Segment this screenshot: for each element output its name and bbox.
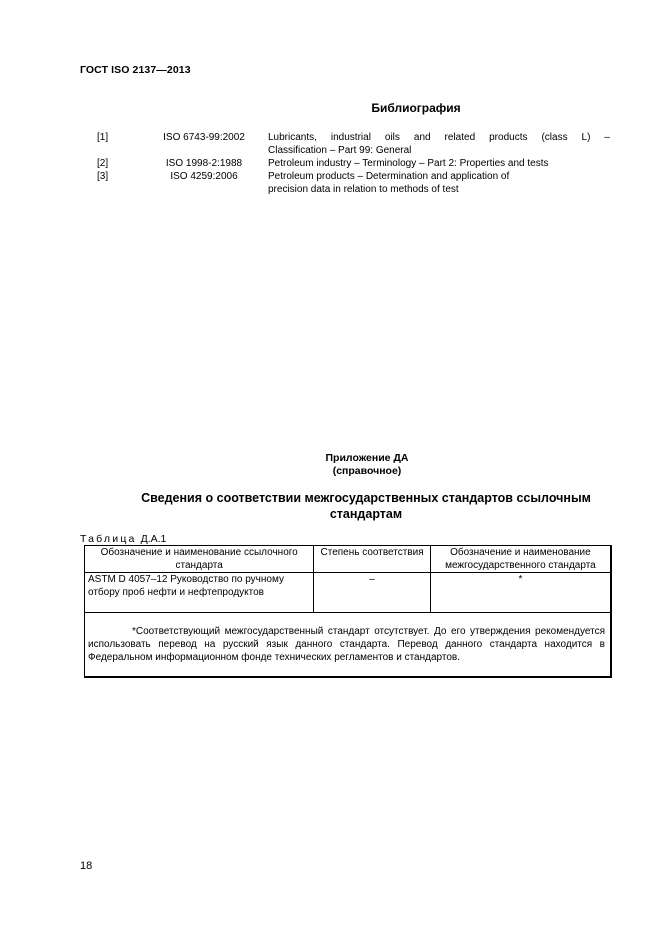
entry-text-line: Classification – Part 99: General — [268, 145, 412, 156]
table-footnote-cell — [85, 613, 612, 678]
appendix-label: Приложение ДА — [325, 452, 409, 464]
appendix-heading — [0, 452, 661, 478]
entry-text-line: Petroleum products – Determination and application of — [268, 171, 510, 182]
entry-code: ISO 6743-99:2002 — [163, 132, 245, 143]
column-header: Обозначение и наименование межгосударственного стандарта — [430, 546, 611, 573]
bibliography-entry — [88, 131, 610, 157]
bibliography-entry — [88, 170, 610, 196]
column-header: Степень соответствия — [314, 546, 430, 573]
appendix-type: (справочное) — [332, 465, 402, 477]
entry-text — [268, 157, 610, 170]
entry-text-line: Petroleum industry – Terminology – Part 2: Properties and tests — [268, 158, 549, 169]
entry-number: [1] — [97, 132, 109, 143]
entry-text — [268, 170, 610, 196]
table-footnote: *Соответствующий межгосударственный стандарт отсутствует. До его утверждения рекомендуется использовать перевод на русский язык данного стандарта. Перевод данного стандарта находится в Федеральном информационном фонде технических регламентов и стандартов. — [88, 626, 605, 663]
table-cell: ASTM D 4057–12 Руководство по ручному отбору проб нефти и нефтепродуктов — [85, 573, 314, 613]
appendix-title: Сведения о соответствии межгосударственных стандартов ссылочным стандартам — [141, 491, 591, 521]
page-number: 18 — [80, 860, 93, 872]
correspondence-table — [84, 545, 612, 678]
entry-code: ISO 1998-2:1988 — [165, 158, 243, 169]
bibliography-entry — [88, 157, 610, 170]
table-caption — [80, 533, 166, 545]
table-header-row — [85, 546, 612, 573]
bibliography-title: Библиография — [371, 101, 461, 115]
document-header: ГОСТ ISO 2137—2013 — [80, 64, 191, 76]
bibliography-list — [88, 131, 610, 196]
entry-text — [268, 131, 610, 157]
table-row — [85, 573, 612, 613]
table-footnote-row — [85, 613, 612, 678]
column-header: Обозначение и наименование ссылочного стандарта — [85, 546, 314, 573]
table-caption-number: Д.А.1 — [140, 533, 167, 545]
entry-code: ISO 4259:2006 — [170, 171, 238, 182]
table-cell: * — [430, 573, 611, 613]
table-caption-word: Таблица — [80, 533, 137, 545]
entry-text-line: Lubricants, industrial oils and related products (class L) – — [268, 132, 610, 143]
entry-text-line: precision data in relation to methods of test — [268, 184, 459, 195]
table-cell: – — [314, 573, 430, 613]
entry-number: [2] — [97, 158, 109, 169]
entry-number: [3] — [97, 171, 109, 182]
